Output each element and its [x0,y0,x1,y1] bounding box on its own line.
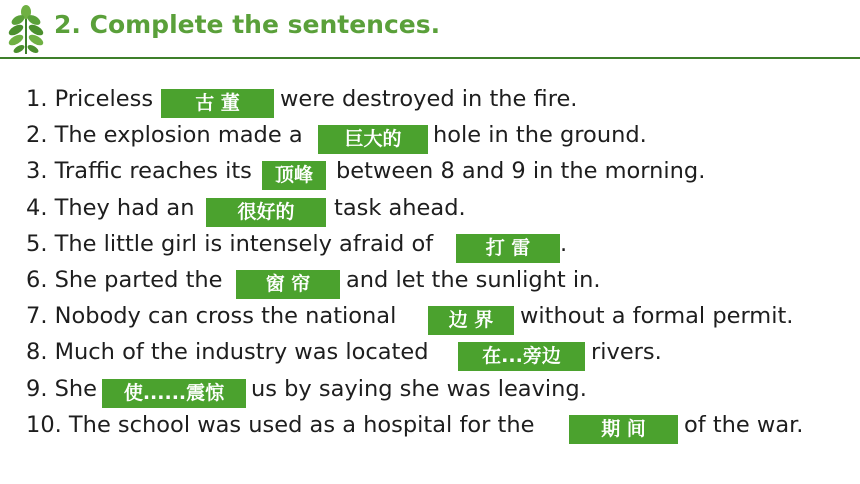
sentence-text-before: 9. She [26,375,98,402]
sentence-text-before: 6. She parted the [26,266,223,293]
sentence-text-after: hole in the ground. [433,122,647,149]
sentence-text-after: . [560,230,568,257]
answer-box: 窗 帘 [236,270,340,299]
sentence-text-after: were destroyed in the fire. [280,86,578,112]
sentence-text-after: us by saying she was leaving. [251,375,587,402]
sentence-text-after: of the war. [684,411,804,438]
title-divider [0,57,860,59]
sentence-text-after: and let the sunlight in. [346,266,601,293]
sentence-text-before: 8. Much of the industry was located [26,339,429,366]
answer-box: 在...旁边 [458,342,585,371]
sentence-text-before: 2. The explosion made a [26,122,303,149]
answer-box: 期 间 [569,415,678,444]
leaf-icon [6,4,46,56]
sentence-text-before: 3. Traffic reaches its [26,158,252,185]
answer-box: 古 董 [161,89,274,118]
sentence-text-before: 1. Priceless [26,86,154,112]
answer-box: 巨大的 [318,125,428,154]
answer-box: 边 界 [428,306,514,335]
answer-box: 顶峰 [262,161,326,190]
answer-box: 打 雷 [456,234,560,263]
sentence-text-before: 7. Nobody can cross the national [26,303,397,330]
answer-box: 使......震惊 [102,379,246,408]
sentence-text-after: between 8 and 9 in the morning. [336,158,706,185]
sentence-text-before: 4. They had an [26,194,195,221]
sentence-text-after: task ahead. [334,194,466,221]
sentence-text-before: 5. The little girl is intensely afraid of [26,230,434,257]
sentence-text-after: rivers. [591,339,662,366]
page-title: 2. Complete the sentences. [54,10,441,39]
sentence-text-before: 10. The school was used as a hospital for the [26,411,535,438]
answer-box: 很好的 [206,198,326,227]
sentence-text-after: without a formal permit. [520,303,794,330]
